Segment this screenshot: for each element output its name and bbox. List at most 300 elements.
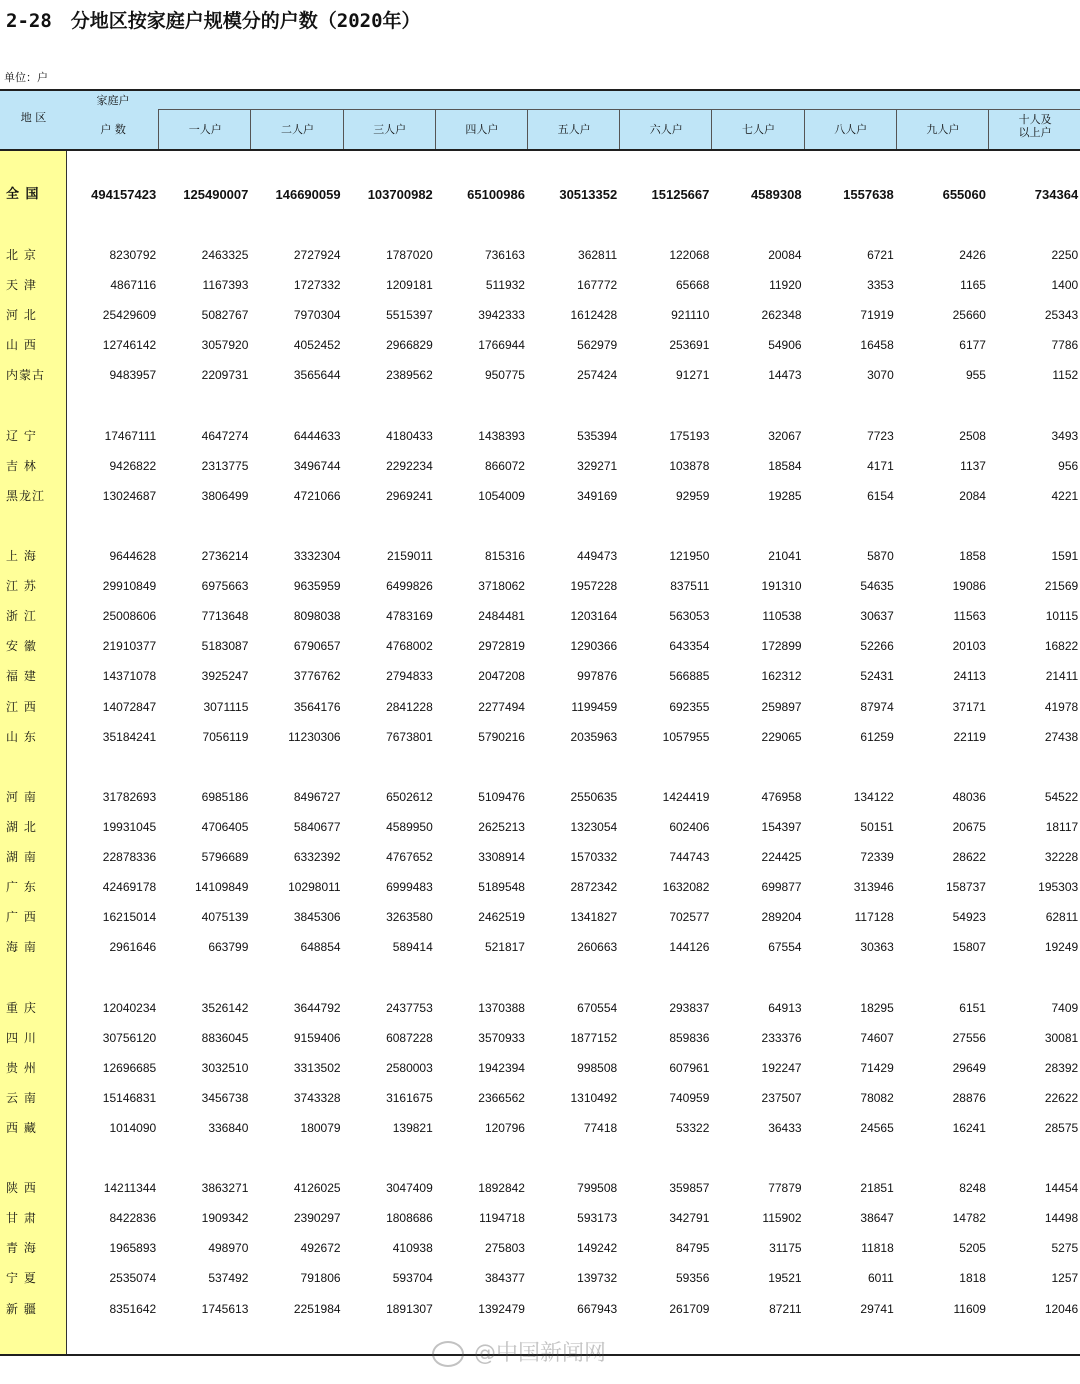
cell-value: 2035963 (570, 729, 618, 744)
cell-value: 3565644 (293, 368, 341, 383)
cell-value: 1424419 (662, 789, 710, 804)
cell-value: 11609 (953, 1301, 986, 1316)
cell-value: 122068 (669, 248, 710, 262)
region-name: 吉 林 (6, 458, 37, 473)
region-column (0, 151, 67, 1354)
cell-value: 3332304 (293, 549, 341, 563)
cell-value: 8248 (959, 1181, 986, 1196)
cell-value: 734364 (1034, 187, 1079, 202)
cell-value: 103700982 (367, 187, 433, 202)
cell-value: 410938 (392, 1241, 433, 1256)
cell-value: 87211 (769, 1301, 802, 1316)
cell-value: 2535074 (109, 1271, 157, 1286)
cell-value: 1892842 (478, 1181, 525, 1196)
cell-value: 655060 (942, 187, 986, 202)
cell-value: 31175 (769, 1241, 802, 1256)
cell-value: 3845306 (293, 910, 341, 925)
cell-value: 19285 (768, 488, 802, 503)
cell-value: 1203164 (570, 609, 618, 624)
region-name: 天 津 (6, 278, 37, 293)
cell-value: 64913 (768, 1000, 802, 1015)
cell-value: 566885 (669, 669, 710, 684)
region-name: 陕 西 (6, 1181, 37, 1196)
region-name: 海 南 (6, 940, 37, 955)
cell-value: 2426 (959, 248, 986, 262)
cell-value: 5790216 (478, 729, 525, 744)
region-name: 河 南 (6, 789, 37, 804)
cell-value: 6177 (959, 338, 986, 353)
cell-value: 77418 (583, 1120, 618, 1135)
cell-value: 134122 (853, 789, 894, 804)
cell-value: 22878336 (102, 850, 157, 864)
region-name: 江 西 (6, 699, 37, 714)
cell-value: 54906 (768, 338, 802, 353)
cell-value: 19521 (768, 1271, 802, 1286)
cell-value: 146690059 (275, 187, 341, 202)
cell-value: 19249 (1044, 940, 1079, 955)
cell-value: 15125667 (651, 187, 710, 202)
cell-value: 1438393 (478, 428, 525, 443)
cell-value: 4126025 (293, 1181, 341, 1196)
cell-value: 37171 (952, 699, 986, 714)
household-table (0, 89, 1080, 1356)
cell-value: 261709 (669, 1301, 710, 1316)
cell-value: 1290366 (570, 639, 618, 654)
cell-value: 77879 (768, 1181, 802, 1196)
cell-value: 259897 (761, 699, 802, 714)
table-row (0, 1268, 1080, 1288)
cell-value: 8230792 (109, 248, 157, 262)
cell-value: 14782 (952, 1211, 986, 1226)
cell-value: 2794833 (386, 669, 433, 684)
cell-value: 10298011 (288, 880, 341, 895)
cell-value: 1727332 (293, 278, 341, 293)
table-row (0, 847, 1080, 867)
cell-value: 3806499 (201, 488, 249, 503)
cell-value: 6087228 (386, 1030, 433, 1045)
cell-value: 1591 (1051, 549, 1079, 563)
table-row (0, 576, 1080, 596)
cell-value: 24565 (860, 1120, 894, 1135)
table-row (0, 275, 1080, 295)
cell-value: 9483957 (109, 368, 157, 383)
cell-value: 3493 (1051, 428, 1079, 443)
cell-value: 2966829 (386, 338, 433, 353)
table-row (0, 305, 1080, 325)
cell-value: 54522 (1044, 789, 1079, 804)
cell-value: 998508 (577, 1060, 618, 1075)
cell-value: 4867116 (110, 278, 157, 293)
header-bottom-rule (0, 149, 1080, 151)
header-col-10plus-line1: 十人及 (1018, 113, 1052, 126)
cell-value: 19931045 (102, 819, 157, 834)
cell-value: 30363 (860, 940, 894, 955)
cell-value: 1632082 (662, 880, 710, 895)
cell-value: 91271 (676, 368, 710, 383)
region-name: 内蒙古 (6, 368, 46, 383)
table-row (0, 546, 1080, 566)
cell-value: 9159406 (293, 1030, 341, 1045)
header-col-8: 八人户 (834, 123, 868, 136)
header-col-10plus-line2: 以上户 (1018, 126, 1052, 139)
cell-value: 2727924 (293, 248, 341, 262)
cell-value: 359857 (669, 1181, 710, 1196)
cell-value: 2159011 (386, 549, 433, 563)
cell-value: 162312 (761, 669, 802, 684)
cell-value: 67554 (768, 940, 802, 955)
cell-value: 3526142 (201, 1000, 249, 1015)
cell-value: 25660 (952, 308, 986, 323)
header-col-10plus (989, 113, 1080, 139)
cell-value: 237507 (761, 1090, 802, 1105)
cell-value: 6721 (867, 248, 894, 262)
region-name: 上 海 (6, 549, 37, 563)
cell-value: 5796689 (201, 850, 249, 864)
cell-value: 115902 (762, 1211, 802, 1226)
cell-value: 3570933 (478, 1030, 525, 1045)
cell-value: 92959 (676, 488, 710, 503)
cell-value: 4589950 (386, 819, 433, 834)
region-name: 广 东 (6, 880, 37, 895)
cell-value: 667943 (577, 1301, 618, 1316)
cell-value: 21569 (1044, 579, 1079, 594)
cell-value: 149242 (577, 1241, 618, 1256)
cell-value: 14211344 (103, 1181, 157, 1196)
cell-value: 3456738 (201, 1090, 249, 1105)
cell-value: 50151 (860, 819, 894, 834)
cell-value: 2313775 (201, 458, 249, 473)
cell-value: 11920 (769, 278, 802, 293)
region-name: 江 苏 (6, 579, 37, 594)
cell-value: 38647 (860, 1211, 894, 1226)
cell-value: 329271 (577, 458, 618, 473)
table-title: 2-28 分地区按家庭户规模分的户数（2020年） (6, 10, 421, 32)
cell-value: 29649 (952, 1060, 986, 1075)
cell-value: 5840677 (293, 819, 341, 834)
cell-value: 224425 (761, 850, 802, 864)
cell-value: 4589308 (750, 187, 802, 202)
cell-value: 29741 (860, 1301, 894, 1316)
cell-value: 12696685 (102, 1060, 157, 1075)
cell-value: 30756120 (102, 1030, 157, 1045)
cell-value: 154397 (761, 819, 802, 834)
region-name: 浙 江 (6, 609, 37, 624)
cell-value: 955 (965, 368, 986, 383)
cell-value: 2736214 (201, 549, 249, 563)
cell-value: 110538 (762, 609, 802, 624)
cell-value: 2209731 (201, 368, 249, 383)
cell-value: 62811 (1045, 910, 1079, 925)
cell-value: 120796 (484, 1120, 525, 1135)
cell-value: 336840 (208, 1120, 249, 1135)
cell-value: 593173 (577, 1211, 618, 1226)
cell-value: 12046 (1044, 1301, 1079, 1316)
cell-value: 1766944 (478, 338, 525, 353)
cell-value: 3925247 (201, 669, 249, 684)
cell-value: 15807 (952, 940, 986, 955)
cell-value: 53322 (676, 1120, 710, 1135)
table-row (0, 1178, 1080, 1198)
cell-value: 20084 (768, 248, 802, 262)
cell-value: 3743328 (293, 1090, 341, 1105)
cell-value: 699877 (761, 880, 802, 895)
cell-value: 643354 (669, 639, 710, 654)
cell-value: 1400 (1051, 278, 1079, 293)
cell-value: 859836 (669, 1030, 710, 1045)
cell-value: 8351642 (109, 1301, 157, 1316)
cell-value: 2961646 (109, 940, 157, 955)
region-name: 青 海 (6, 1241, 37, 1256)
cell-value: 866072 (484, 458, 525, 473)
cell-value: 84795 (676, 1241, 710, 1256)
cell-value: 3057920 (201, 338, 249, 353)
cell-value: 6332392 (293, 850, 341, 864)
cell-value: 20103 (952, 639, 986, 654)
cell-value: 1877152 (570, 1030, 618, 1045)
cell-value: 1858 (959, 549, 986, 563)
cell-value: 28575 (1044, 1120, 1079, 1135)
cell-value: 175193 (669, 428, 710, 443)
cell-value: 21041 (768, 549, 802, 563)
table-row (0, 456, 1080, 476)
cell-value: 32067 (768, 428, 802, 443)
table-row (0, 877, 1080, 897)
cell-value: 28622 (952, 850, 986, 864)
cell-value: 61259 (860, 729, 894, 744)
cell-value: 16215014 (102, 910, 157, 925)
cell-value: 1787020 (386, 248, 433, 262)
cell-value: 607961 (669, 1060, 710, 1075)
cell-value: 593704 (392, 1271, 433, 1286)
cell-value: 1909342 (201, 1211, 249, 1226)
header-col-3: 三人户 (373, 123, 407, 136)
cell-value: 28876 (952, 1090, 986, 1105)
table-row (0, 787, 1080, 807)
header-col-1: 一人户 (188, 123, 222, 136)
header-col-9: 九人户 (926, 123, 960, 136)
region-name: 广 西 (6, 910, 37, 925)
cell-value: 3032510 (201, 1060, 249, 1075)
cell-value: 139821 (392, 1120, 433, 1135)
region-name: 湖 南 (6, 850, 37, 864)
cell-value: 125490007 (183, 187, 249, 202)
cell-value: 3263580 (386, 910, 433, 925)
cell-value: 8422836 (109, 1211, 157, 1226)
cell-value: 289204 (761, 910, 802, 925)
cell-value: 167772 (577, 278, 618, 293)
table-row (0, 245, 1080, 265)
cell-value: 14498 (1044, 1211, 1079, 1226)
cell-value: 2580003 (386, 1060, 433, 1075)
cell-value: 12746142 (102, 338, 157, 353)
cell-value: 16241 (952, 1120, 986, 1135)
cell-value: 253691 (669, 338, 710, 353)
header-col-6: 六人户 (649, 123, 683, 136)
cell-value: 2484481 (478, 609, 525, 624)
table-row (0, 486, 1080, 506)
watermark-text: @中国新闻网 (474, 1341, 607, 1366)
header-col-4: 四人户 (465, 123, 499, 136)
region-name: 辽 宁 (6, 428, 37, 443)
cell-value: 744743 (669, 850, 710, 864)
cell-value: 30081 (1044, 1030, 1079, 1045)
table-row (0, 666, 1080, 686)
cell-value: 14473 (768, 368, 802, 383)
cell-value: 158737 (945, 880, 986, 895)
cell-value: 2292234 (386, 458, 433, 473)
cell-value: 2047208 (478, 669, 525, 684)
cell-value: 2251984 (293, 1301, 341, 1316)
cell-value: 2625213 (478, 819, 525, 834)
region-name: 山 西 (6, 338, 37, 353)
table-row (0, 1088, 1080, 1108)
cell-value: 5189548 (478, 880, 525, 895)
cell-value: 14371078 (102, 669, 157, 684)
region-name: 西 藏 (6, 1120, 37, 1135)
cell-value: 1194718 (479, 1211, 525, 1226)
cell-value: 25343 (1044, 308, 1079, 323)
cell-value: 6999483 (386, 880, 433, 895)
cell-value: 4767652 (386, 850, 433, 864)
cell-value: 1054009 (478, 488, 525, 503)
cell-value: 2250 (1051, 248, 1079, 262)
cell-value: 4783169 (386, 609, 433, 624)
cell-value: 5205 (959, 1241, 986, 1256)
table-row (0, 1208, 1080, 1228)
region-name: 四 川 (6, 1030, 37, 1045)
cell-value: 5109476 (478, 789, 525, 804)
cell-value: 1165 (960, 278, 986, 293)
cell-value: 103878 (669, 458, 710, 473)
cell-value: 8098038 (293, 609, 341, 624)
header-col-0: 户 数 (100, 123, 126, 136)
header-col-7: 七人户 (741, 123, 775, 136)
cell-value: 692355 (669, 699, 710, 714)
table-row (0, 907, 1080, 927)
cell-value: 16822 (1044, 639, 1079, 654)
cell-value: 1745613 (201, 1301, 249, 1316)
cell-value: 14109849 (194, 880, 249, 895)
cell-value: 257424 (577, 368, 618, 383)
cell-value: 18295 (860, 1000, 894, 1015)
cell-value: 670554 (577, 1000, 618, 1015)
cell-value: 4647274 (201, 428, 249, 443)
cell-value: 3070 (867, 368, 894, 383)
cell-value: 52431 (860, 669, 894, 684)
cell-value: 121950 (669, 549, 710, 563)
cell-value: 2366562 (478, 1090, 525, 1105)
cell-value: 11230306 (288, 729, 341, 744)
table-row (0, 697, 1080, 717)
cell-value: 1818 (959, 1271, 986, 1286)
cell-value: 1942394 (478, 1060, 525, 1075)
cell-value: 14072847 (102, 699, 157, 714)
cell-value: 6154 (867, 488, 894, 503)
cell-value: 36433 (768, 1120, 802, 1135)
table-row (0, 636, 1080, 656)
cell-value: 1057955 (662, 729, 710, 744)
cell-value: 563053 (669, 609, 710, 624)
cell-value: 6011 (867, 1271, 894, 1286)
cell-value: 494157423 (91, 187, 157, 202)
header-region: 地 区 (20, 111, 47, 124)
cell-value: 1341827 (570, 910, 618, 925)
region-name: 北 京 (6, 248, 37, 262)
cell-value: 6985186 (201, 789, 249, 804)
cell-value: 2872342 (570, 880, 618, 895)
cell-value: 65668 (676, 278, 710, 293)
cell-value: 72339 (860, 850, 894, 864)
cell-value: 3776762 (293, 669, 341, 684)
cell-value: 41978 (1044, 699, 1079, 714)
cell-value: 3308914 (478, 850, 525, 864)
cell-value: 27556 (952, 1030, 986, 1045)
cell-value: 48036 (952, 789, 986, 804)
cell-value: 1152 (1052, 368, 1079, 383)
header-col-5: 五人户 (557, 123, 591, 136)
cell-value: 2969241 (386, 488, 433, 503)
cell-value: 7786 (1051, 338, 1079, 353)
region-name: 河 北 (6, 308, 37, 323)
region-name: 安 徽 (6, 639, 37, 654)
cell-value: 18584 (768, 458, 802, 473)
cell-value: 6975663 (201, 579, 249, 594)
cell-value: 3942333 (478, 308, 525, 323)
region-name: 全 国 (6, 187, 40, 202)
cell-value: 192247 (761, 1060, 802, 1075)
cell-value: 30513352 (559, 187, 618, 202)
cell-value: 9635959 (293, 579, 341, 594)
cell-value: 27438 (1044, 729, 1079, 744)
cell-value: 3644792 (293, 1000, 341, 1015)
cell-value: 3496744 (293, 458, 341, 473)
cell-value: 42469178 (102, 880, 157, 895)
cell-value: 384377 (484, 1271, 525, 1286)
cell-value: 16458 (860, 338, 894, 353)
cell-value: 117128 (854, 910, 894, 925)
table-row (0, 365, 1080, 385)
cell-value: 342791 (669, 1211, 710, 1226)
cell-value: 10115 (1045, 609, 1079, 624)
cell-value: 4768002 (386, 639, 433, 654)
cell-value: 25008606 (102, 609, 157, 624)
cell-value: 31782693 (102, 789, 157, 804)
table-row (0, 727, 1080, 747)
cell-value: 172899 (761, 639, 802, 654)
cell-value: 2437753 (386, 1000, 433, 1015)
cell-value: 1370388 (478, 1000, 525, 1015)
cell-value: 3718062 (478, 579, 525, 594)
cell-value: 11818 (861, 1241, 894, 1256)
cell-value: 2390297 (293, 1211, 341, 1226)
cell-value: 18117 (1045, 819, 1079, 834)
cell-value: 30637 (860, 609, 894, 624)
cell-value: 1557638 (843, 187, 894, 202)
cell-value: 275803 (484, 1241, 525, 1256)
cell-value: 663799 (208, 940, 249, 955)
cell-value: 1014090 (109, 1120, 157, 1135)
table-row (0, 1058, 1080, 1078)
cell-value: 6499826 (386, 579, 433, 594)
cell-value: 4075139 (201, 910, 249, 925)
cell-value: 59356 (676, 1271, 710, 1286)
cell-value: 2841228 (386, 699, 433, 714)
header-household-group: 家庭户 (96, 94, 130, 107)
cell-value: 32228 (1044, 850, 1079, 864)
cell-value: 3353 (867, 278, 894, 293)
cell-value: 17467111 (104, 428, 157, 443)
cell-value: 589414 (392, 940, 433, 955)
